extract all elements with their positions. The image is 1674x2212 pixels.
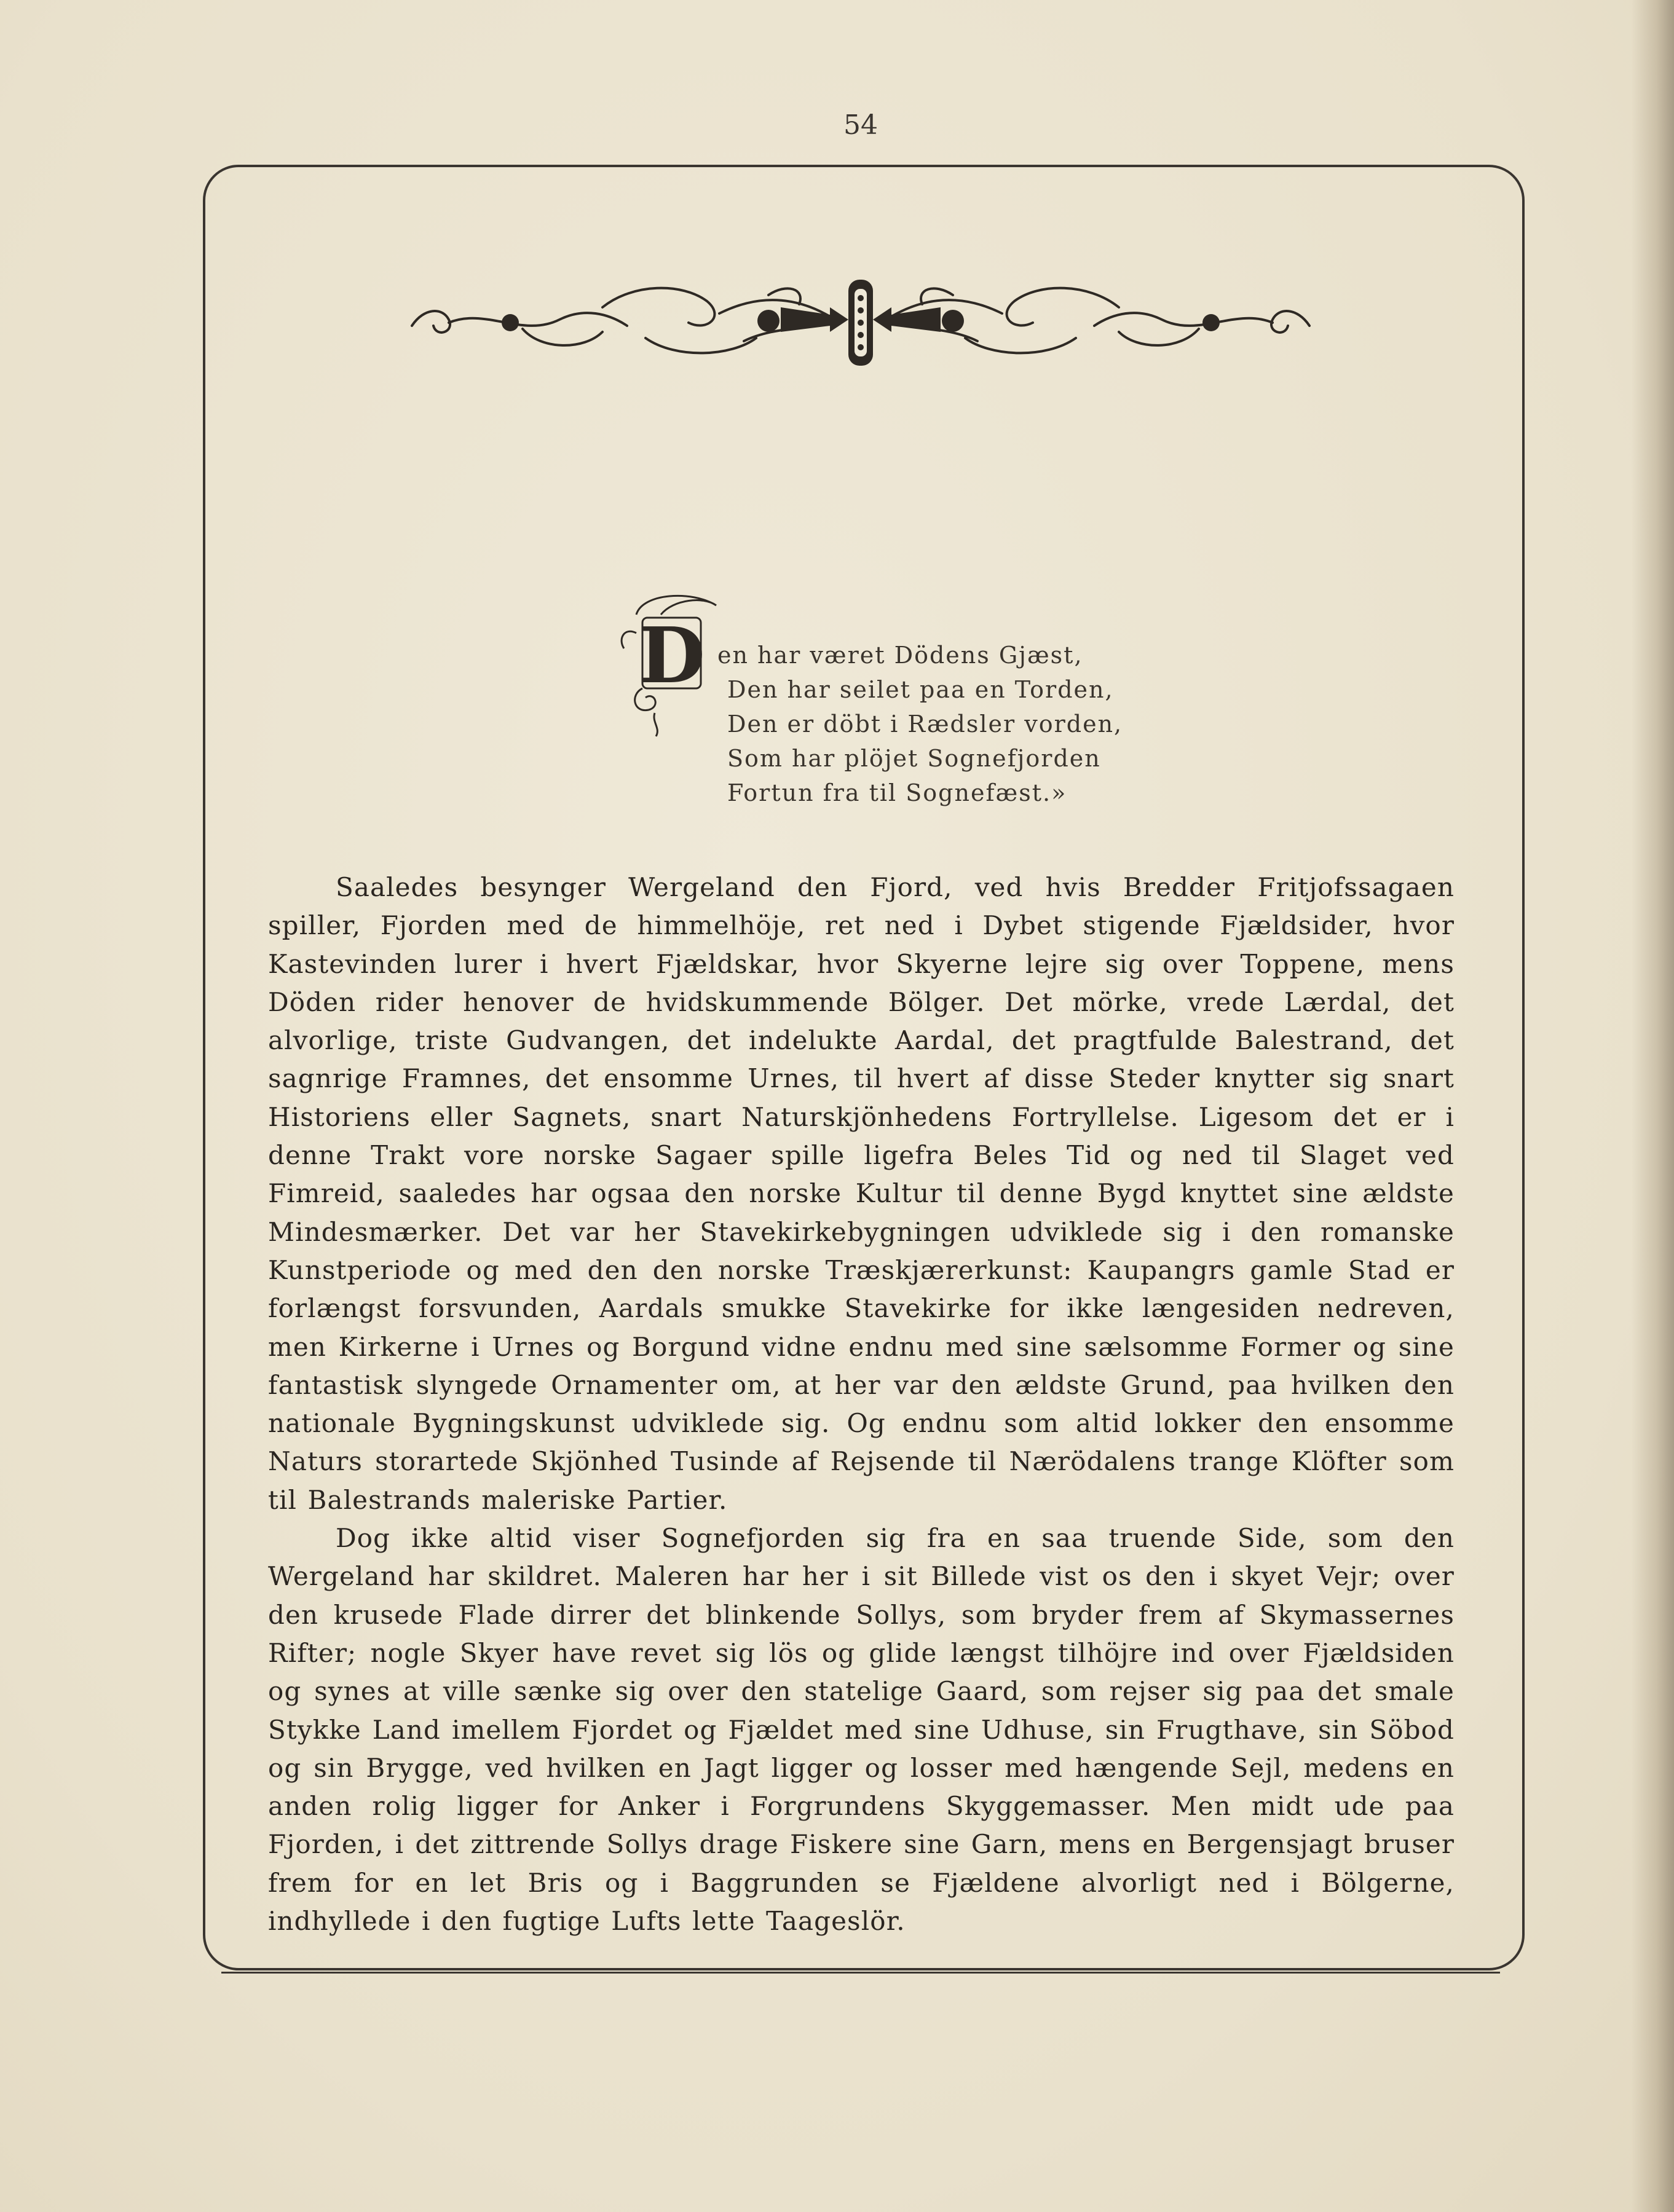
paragraph-2: Dog ikke altid viser Sognefjorden sig fra en saa truende Side, som den Wergeland har skildret. Maleren har her i sit Billede vist os den i skyet Vejr; over den krusede Flade dirrer det blinkende Sollys, som bryder frem af Skymassernes Rifter; nogle Skyer have revet sig lös og glide længst tilhöjre ind over Fjældsiden og synes at ville sænke sig over den statelige Gaard, som rejser sig paa det smale Stykke Land imellem Fjordet og Fjældet med sine Udhuse, sin Frugthave, sin Söbod og sin Brygge, ved hvilken en Jagt ligger og losser med hængende Sejl, medens en anden rolig ligger for Anker i Forgrundens Skyggemasser. Men midt ude paa Fjorden, i det zittrende Sollys drage Fiskere sine Garn, mens en Bergensjagt bruser frem for en let Bris og i Baggrunden se Fjældene alvorligt ned i Bölgerne, indhyllede i den fugtige Lufts lette Taageslör. xyxy=(268,1523,1455,1937)
poem-line-3: Den er döbt i Rædsler vorden, xyxy=(727,710,1123,738)
poem-line-4: Som har plöjet Sognefjorden xyxy=(727,745,1101,772)
poem-lines xyxy=(710,638,1177,810)
frame-bottom-rule xyxy=(221,1972,1500,1974)
floral-scroll-headpiece-icon xyxy=(400,270,1322,369)
paragraph-1: Saaledes besynger Wergeland den Fjord, ved hvis Bredder Fritjofssagaen spiller, Fjorden med de himmelhöje, ret ned i Dybet stigende Fjældsider, hvor Kastevinden lurer i hvert Fjældskar, hvor Skyerne lejre sig over Toppene, mens Döden rider henover de hvidskummende Bölger. Det mörke, vrede Lærdal, det alvorlige, triste Gudvangen, det indelukte Aardal, det pragtfulde Balestrand, det sagnrige Framnes, det ensomme Urnes, til hvert af disse Steder knytter sig snart Historiens eller Sagnets, snart Naturskjönhedens Fortryllelse. Ligesom det er i denne Trakt vore norske Sagaer spille ligefra Beles Tid og ned til Slaget ved Fimreid, saaledes har ogsaa den norske Kultur til denne Bygd knyttet sine ældste Mindesmærker. Det var her Stavekirkebygningen udviklede sig i den romanske Kunstperiode og med den den norske Træskjærerkunst: Kaupangrs gamle Stad er forlængst forsvunden, Aardals smukke Stavekirke for ikke længesiden nedreven, men Kirkerne i Urnes og Borgund vidne endnu med sine sælsomme Former og sine fantastisk slyngede Ornamenter om, at her var den ældste Grund, paa hvilken den nationale Bygningskunst udviklede sig. Og endnu som altid lokker den ensomme Naturs storartede Skjönhed Tusinde af Rejsende til Nærödalens trange Klöfter som til Balestrands maleriske Partier. xyxy=(268,872,1455,1515)
dropcap-letter: D xyxy=(638,611,706,701)
poem-line-2: Den har seilet paa en Torden, xyxy=(727,676,1114,703)
decorative-dropcap xyxy=(618,590,722,738)
poem-line-5: Fortun fra til Sognefæst.» xyxy=(727,779,1067,806)
body-text xyxy=(268,868,1455,1940)
book-spine-shadow xyxy=(1631,0,1674,2212)
page-number: 54 xyxy=(843,109,878,141)
poem-line-1: en har været Dödens Gjæst, xyxy=(717,642,1083,669)
